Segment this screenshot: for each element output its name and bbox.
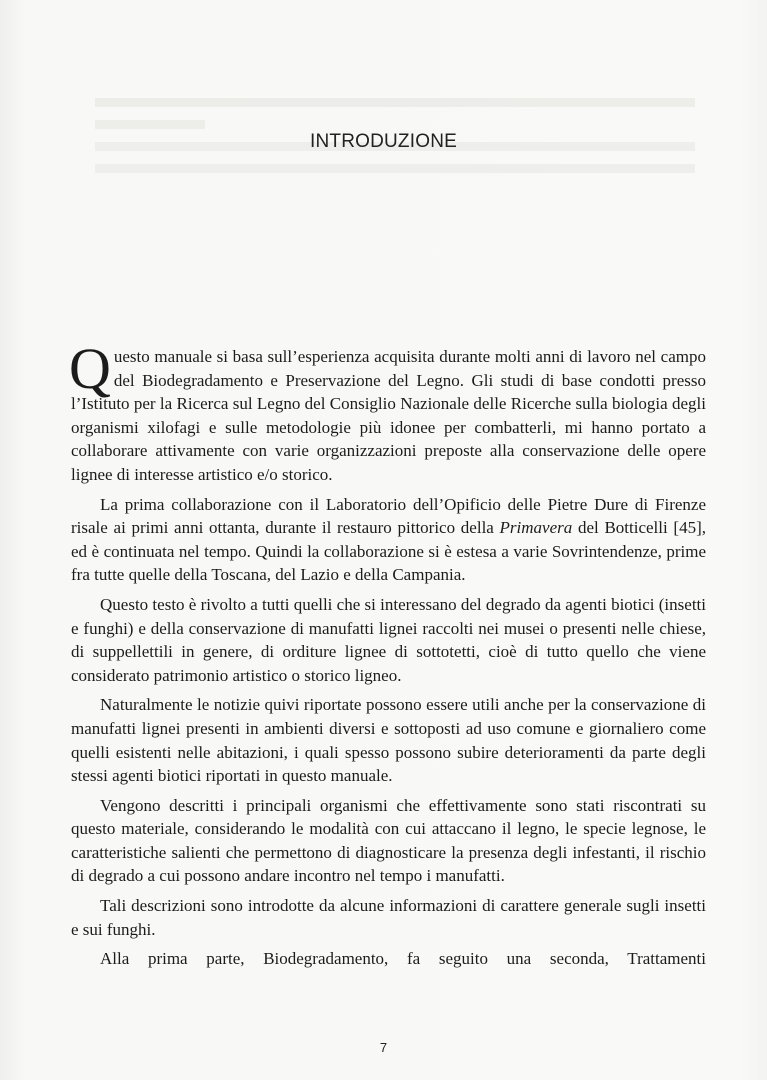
paragraph-1 xyxy=(69,336,706,487)
paragraph-7: Alla prima parte, Biodegradamento, fa seguito una seconda, Trattamenti xyxy=(100,949,706,969)
drop-cap: Q xyxy=(69,336,111,401)
paragraph-6: Tali descrizioni sono introdotte da alcune informazioni di carattere generale sugli insetti e sui funghi. xyxy=(71,896,706,939)
page-number: 7 xyxy=(379,1040,388,1055)
paragraph-2: La prima collaborazione con il Laboratorio dell’Opificio delle Pietre Dure di Firenze risale ai primi anni ottanta, durante il restauro pittorico della Primavera del Botticelli [45], ed è continuata nel tempo. Quindi la collaborazione si è estesa a varie Sovrintendenze, prime fra tutte quelle della Toscana, del Lazio e della Campania. xyxy=(71,494,706,585)
paragraph-1-text: uesto manuale si basa sull’esperienza acquisita durante molti anni di lavoro nel campo del Biodegradamento e Preservazione del Legno. Gli studi di base condotti presso l’Istituto per la Ricerca sul Legno del Consiglio Nazionale delle Ricerche sulla biologia degli organismi xilofagi e sulle metodologie più idonee per combatterli, mi hanno portato a collaborare attivamente con varie organizzazioni preposte alla conservazione delle opere lignee di interesse artistico e/o storico. xyxy=(71,347,706,484)
paragraph-4: Naturalmente le notizie quivi riportate possono essere utili anche per la conservazione di manufatti lignei presenti in ambienti diversi e sottoposti ad uso comune e giornaliero come quelli esistenti nelle abitazioni, i quali spesso possono subire deterioramenti da parte degli stessi agenti biotici riportati in questo manuale. xyxy=(71,695,706,786)
page-title: INTRODUZIONE xyxy=(309,131,457,152)
paragraph-5: Vengono descritti i principali organismi che effettivamente sono stati riscontrati su questo materiale, considerando le modalità con cui attaccano il legno, le specie legnose, le caratteristiche salienti che permettono di diagnosticare la presenza degli infestanti, il rischio di degrado a cui possono andare incontro nel tempo i manufatti. xyxy=(71,795,706,886)
paragraph-3: Questo testo è rivolto a tutti quelli che si interessano del degrado da agenti biotici (insetti e funghi) e della conservazione di manufatti lignei raccolti nei musei o presenti nelle chiese, di suppellettili in genere, di orditure lignee di sottotetti, cioè di tutto quello che viene considerato patrimonio artistico o storico ligneo. xyxy=(71,594,706,685)
body-text xyxy=(69,336,706,971)
